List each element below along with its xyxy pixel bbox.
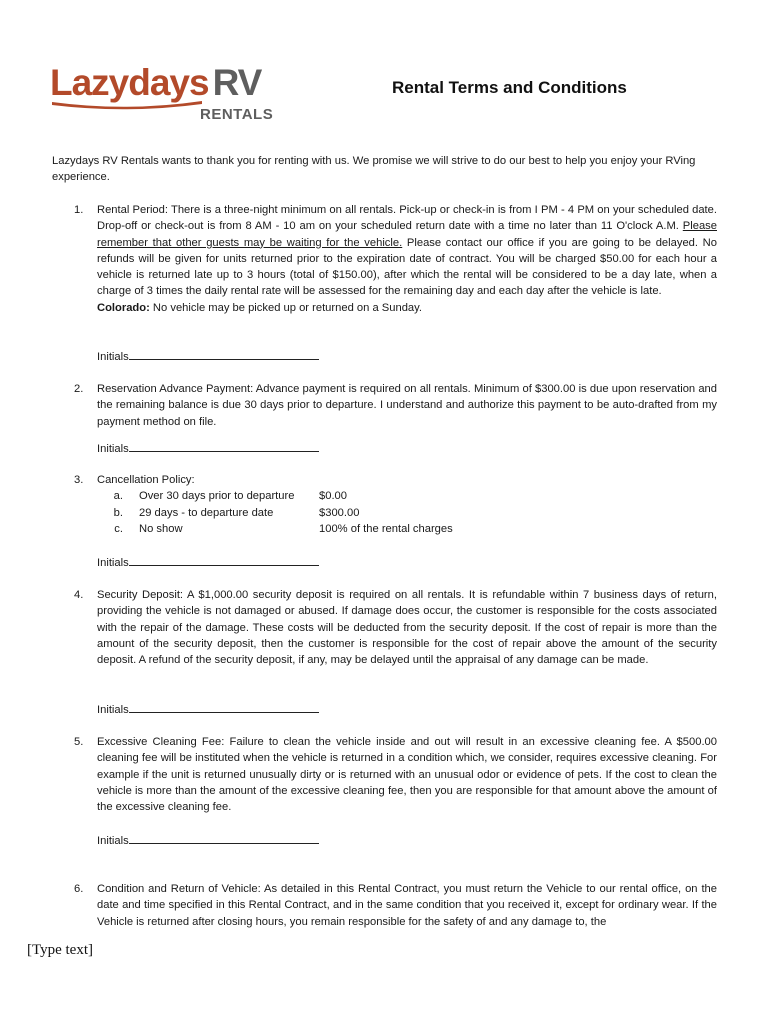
logo-rentals: RENTALS	[200, 106, 274, 123]
company-logo	[50, 62, 285, 124]
initials-line-1[interactable]: Initials	[97, 348, 319, 363]
cancellation-row: a. Over 30 days prior to departure $0.00	[113, 490, 347, 503]
footer-placeholder: [Type text]	[27, 942, 94, 958]
item-body: Cancellation Policy: a. Over 30 days prior to departure $0.00 b. 29 days - to departure date $300.00 c. No show 100% of the rental charges	[97, 472, 717, 537]
underlined-note: Please remember that other guests may be waiting for the vehicle.	[97, 220, 717, 249]
logo-brand: Lazydays RV	[50, 62, 262, 103]
initials-line-4[interactable]: Initials	[97, 701, 319, 716]
item-body: Reservation Advance Payment: Advance payment is required on all rentals. Minimum of $300.00 is due upon reservation and the remaining balance is due 30 days prior to departure. I understand and authorize this payment to be auto-drafted from my payment method on file.	[97, 383, 717, 428]
cancellation-row: c. No show 100% of the rental charges	[114, 522, 453, 535]
logo-swoosh	[52, 98, 202, 110]
item-body: Security Deposit: A $1,000.00 security deposit is required on all rentals. It is refundable within 7 business days of return, providing the vehicle is not damaged or abused. If damage does occur, the customer is responsible for the costs associated with the repair of the damage. These costs will be deducted from the security deposit. If the cost of repair is more than the amount of the security deposit, then the customer is responsible for the cost of repair above the amount of the security deposit. A refund of the security deposit, if any, may be delayed until the appraisal of any damage can be made.	[97, 589, 717, 667]
cancellation-table	[97, 488, 717, 537]
item-number: 3.	[74, 474, 84, 486]
page-title: Rental Terms and Conditions	[392, 78, 627, 97]
item-number: 2.	[74, 383, 84, 395]
item-number: 5.	[74, 736, 84, 748]
item-number: 6.	[74, 883, 84, 895]
intro-paragraph: Lazydays RV Rentals wants to thank you for renting with us. We promise we will strive to do our best to help you enjoy your RVing experience.	[52, 155, 696, 184]
cancellation-row: b. 29 days - to departure date $300.00	[113, 506, 360, 519]
initials-line-2[interactable]: Initials	[97, 440, 319, 455]
item-number: 4.	[74, 589, 84, 601]
item-body: Rental Period: There is a three-night minimum on all rentals. Pick-up or check-in is from I PM - 4 PM on your scheduled date. Drop-off or check-out is from 8 AM - 10 am on your scheduled return date with a time no later than 11 O'clock A.M. Please remember that other guests may be waiting for the vehicle. Please contact our office if you are going to be delayed. No refunds will be given for units returned prior to the expiration date of contract. You will be charged $50.00 for each hour a vehicle is returned late up to 3 hours (total of $150.00), after which the rental will be considered to be a day late, when a charge of 3 times the daily rental rate will be assessed for the remaining day and each day after the vehicle is late. Colorado: No vehicle may be picked up or returned on a Sunday.	[97, 204, 717, 314]
initials-line-3[interactable]: Initials	[97, 554, 319, 569]
item-body: Excessive Cleaning Fee: Failure to clean the vehicle inside and out will result in an excessive cleaning fee. A $500.00 cleaning fee will be instituted when the vehicle is returned in a condition which, we consider, requires excessive cleaning. For example if the unit is returned unusually dirty or is returned with an unusual odor or evidence of pets. If the cost to clean the vehicle is more than the amount of the excessive cleaning fee, then you are responsible for that amount above the amount of the excessive cleaning fee.	[97, 736, 717, 814]
item-number: 1.	[74, 204, 84, 216]
initials-line-5[interactable]: Initials	[97, 832, 319, 847]
item-body: Condition and Return of Vehicle: As detailed in this Rental Contract, you must return the Vehicle to our rental office, on the date and time specified in this Rental Contract, and in the same condition that you received it, except for ordinary wear. If the Vehicle is returned after closing hours, you remain responsible for the safety of and any damage to, the	[97, 883, 717, 928]
